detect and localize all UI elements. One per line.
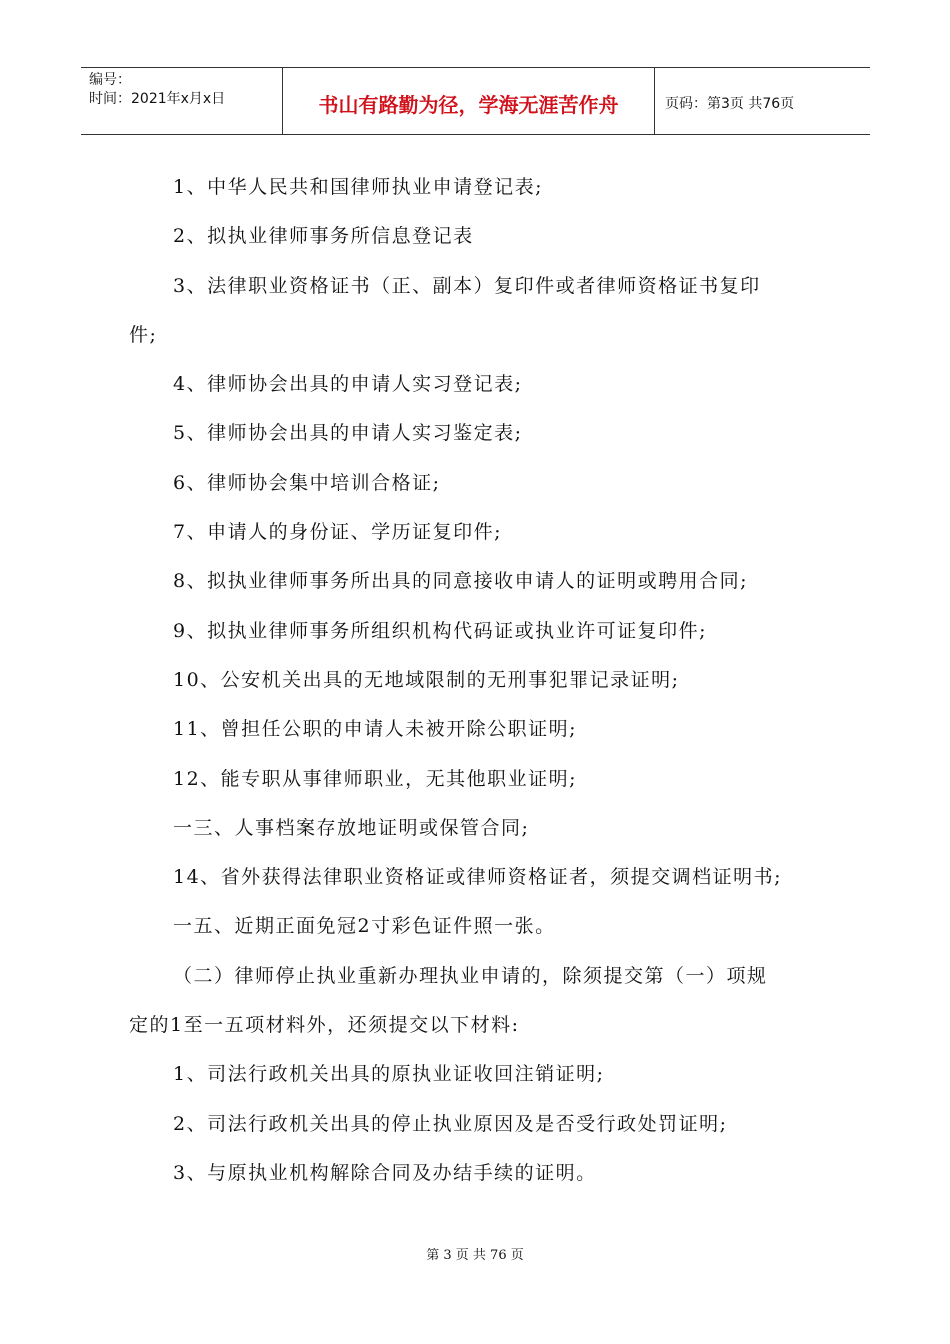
body-line: 件; (129, 323, 158, 346)
number-label: 编号： (89, 72, 131, 88)
header-meta (81, 68, 283, 134)
body-line: 5、律师协会出具的申请人实习鉴定表; (173, 422, 523, 445)
body-line: 2、拟执业律师事务所信息登记表 (173, 225, 474, 248)
body-line: 8、拟执业律师事务所出具的同意接收申请人的证明或聘用合同; (173, 570, 748, 593)
time-label: 时间：2021年x月x日 (89, 91, 226, 107)
body-line: 3、法律职业资格证书（正、副本）复印件或者律师资格证书复印 (173, 274, 761, 297)
header-page-info: 页码：第3页 共76页 (665, 96, 795, 112)
body-line: 14、省外获得法律职业资格证或律师资格证者，须提交调档证明书; (173, 866, 783, 889)
body-line: 3、与原执业机构解除合同及办结手续的证明。 (173, 1161, 597, 1184)
page-footer: 第 3 页 共 76 页 (426, 1248, 524, 1263)
header-motto: 书山有路勤为径，学海无涯苦作舟 (283, 68, 655, 134)
body-line: 11、曾担任公职的申请人未被开除公职证明; (173, 718, 578, 741)
body-line: 2、司法行政机关出具的停止执业原因及是否受行政处罚证明; (173, 1112, 728, 1135)
body-line: 定的1至一五项材料外，还须提交以下材料: (129, 1014, 520, 1037)
body-line: 1、司法行政机关出具的原执业证收回注销证明; (173, 1063, 605, 1086)
body-line: （二）律师停止执业重新办理执业申请的，除须提交第（一）项规 (173, 964, 768, 987)
body-line: 一五、近期正面免冠2寸彩色证件照一张。 (173, 915, 556, 938)
body-line: 12、能专职从事律师职业，无其他职业证明; (173, 767, 578, 790)
body-line: 10、公安机关出具的无地域限制的无刑事犯罪记录证明; (173, 668, 680, 691)
body-line: 9、拟执业律师事务所组织机构代码证或执业许可证复印件; (173, 619, 707, 642)
document-body (129, 163, 829, 1198)
body-line: 7、申请人的身份证、学历证复印件; (173, 521, 502, 544)
body-line: 4、律师协会出具的申请人实习登记表; (173, 373, 523, 396)
body-line: 1、中华人民共和国律师执业申请登记表; (173, 176, 543, 198)
body-line: 6、律师协会集中培训合格证; (173, 471, 441, 494)
body-line: 一三、人事档案存放地证明或保管合同; (173, 816, 530, 839)
document-header (81, 67, 870, 135)
